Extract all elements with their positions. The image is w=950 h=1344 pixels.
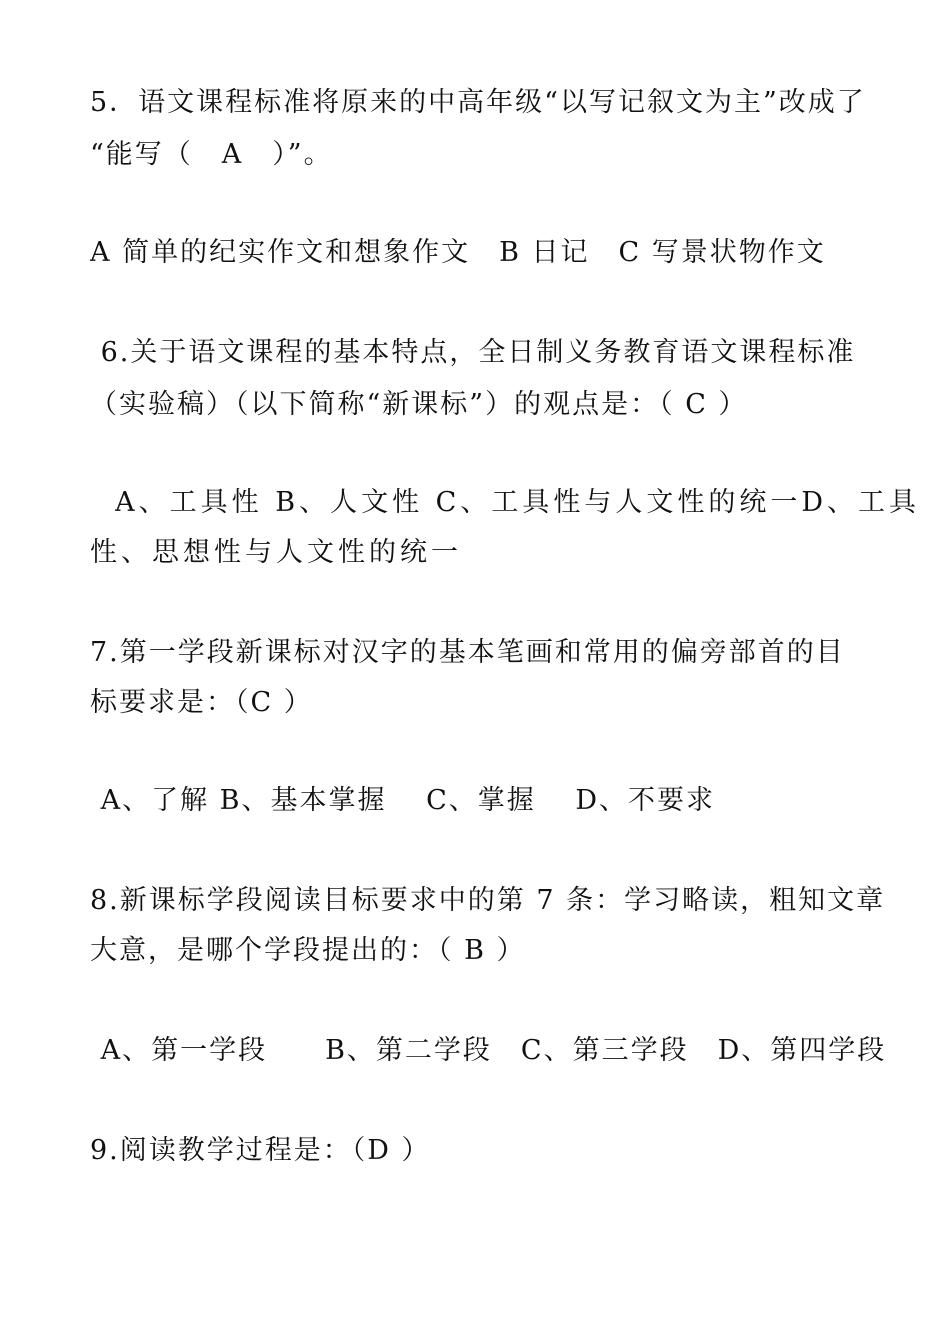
q6-line-2: （实验稿）（以下简称“新课标”）的观点是：（ C ） [90,389,748,420]
q9-line-1: 9.阅读教学过程是：（D ） [90,1135,431,1166]
q8-options: A、第一学段 B、第二学段 C、第三学段 D、第四学段 [90,1035,887,1066]
q7-options: A、了解 B、基本掌握 C、掌握 D、不要求 [90,785,715,816]
q7-line-2: 标要求是：（C ） [90,687,313,718]
q6-options-line-2: 性、思想性与人文性的统一 [90,537,462,568]
q6-options-line-1: A、工具性 B、人文性 C、工具性与人文性的统一D、工具 [90,487,920,518]
q5-line-1: 5．语文课程标准将原来的中高年级“以写记叙文为主”改成了 [90,87,866,118]
q7-line-1: 7.第一学段新课标对汉字的基本笔画和常用的偏旁部首的目 [90,637,845,668]
q8-line-1: 8.新课标学段阅读目标要求中的第 7 条：学习略读，粗知文章 [90,885,886,916]
q5-options: A 简单的纪实作文和想象作文 B 日记 C 写景状物作文 [90,237,826,268]
q8-line-2: 大意，是哪个学段提出的：（ B ） [90,935,526,966]
q5-line-2: “能写（ A ）”。 [90,139,333,170]
q6-line-1: 6.关于语文课程的基本特点，全日制义务教育语文课程标准 [90,337,856,368]
